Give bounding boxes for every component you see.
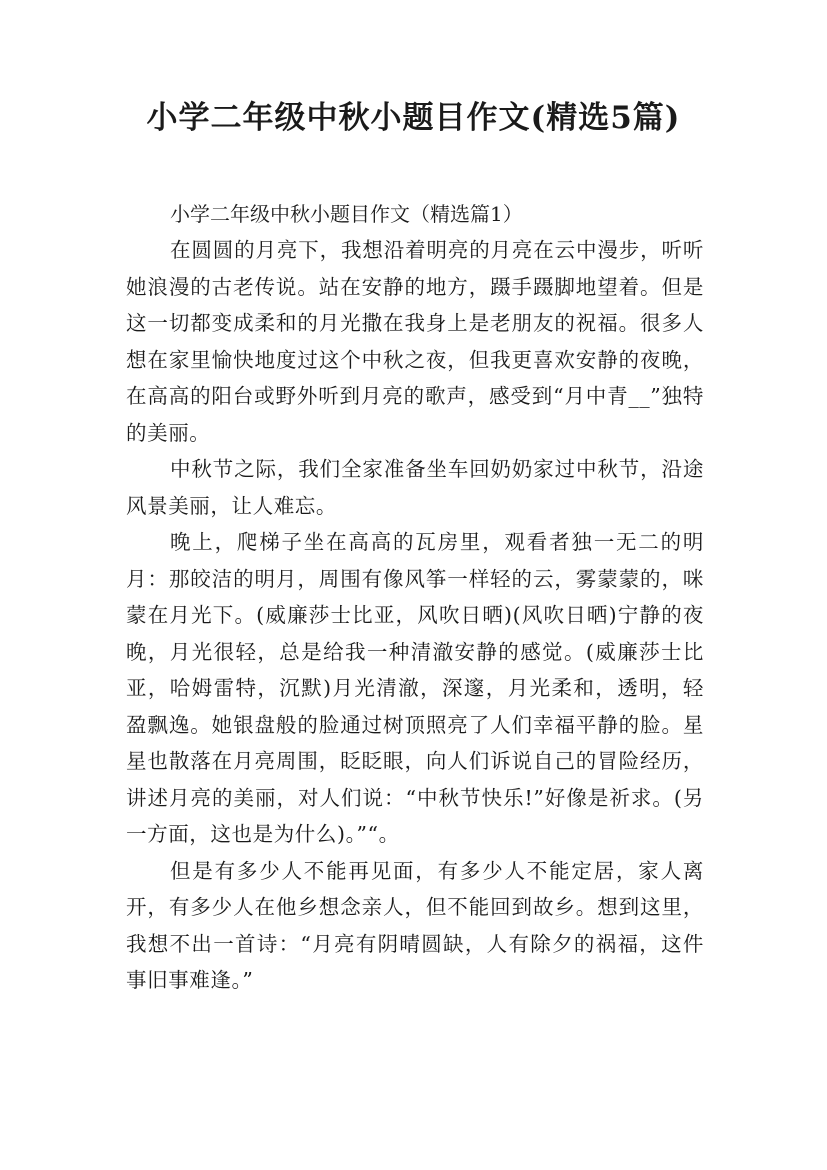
paragraph: 晚上，爬梯子坐在高高的瓦房里，观看者独一无二的明月：那皎洁的明月，周围有像风筝一样轻的云，雾蒙蒙的，咪蒙在月光下。(威廉莎士比亚，风吹日晒)(风吹日晒)宁静的夜晚，月光很轻，总是给我一种清澈安静的感觉。(威廉莎士比亚，哈姆雷特，沉默)月光清澈，深邃，月光柔和，透明，轻盈飘逸。她银盘般的脸通过树顶照亮了人们幸福平静的脸。星星也散落在月亮周围，眨眨眼，向人们诉说自己的冒险经历，讲述月亮的美丽，对人们说：“中秋节快乐!”好像是祈求。(另一方面，这也是为什么)。”“。 (126, 530, 704, 846)
section-heading: 小学二年级中秋小题目作文（精选篇1） (170, 202, 523, 226)
article-body (126, 196, 704, 999)
paragraph: 在圆圆的月亮下，我想沿着明亮的月亮在云中漫步，听听她浪漫的古老传说。站在安静的地方，蹑手蹑脚地望着。但是这一切都变成柔和的月光撒在我身上是老朋友的祝福。很多人想在家里愉快地度过这个中秋之夜，但我更喜欢安静的夜晚，在高高的阳台或野外听到月亮的歌声，感受到“月中青__”独特的美丽。 (126, 238, 704, 445)
document-title: 小学二年级中秋小题目作文(精选5篇) (146, 100, 681, 136)
paragraph: 但是有多少人不能再见面，有多少人不能定居，家人离开，有多少人在他乡想念亲人，但不能回到故乡。想到这里，我想不出一首诗：“月亮有阴晴圆缺，人有除夕的祸福，这件事旧事难逢。” (126, 858, 704, 992)
paragraph: 中秋节之际，我们全家准备坐车回奶奶家过中秋节，沿途风景美丽，让人难忘。 (126, 457, 704, 518)
